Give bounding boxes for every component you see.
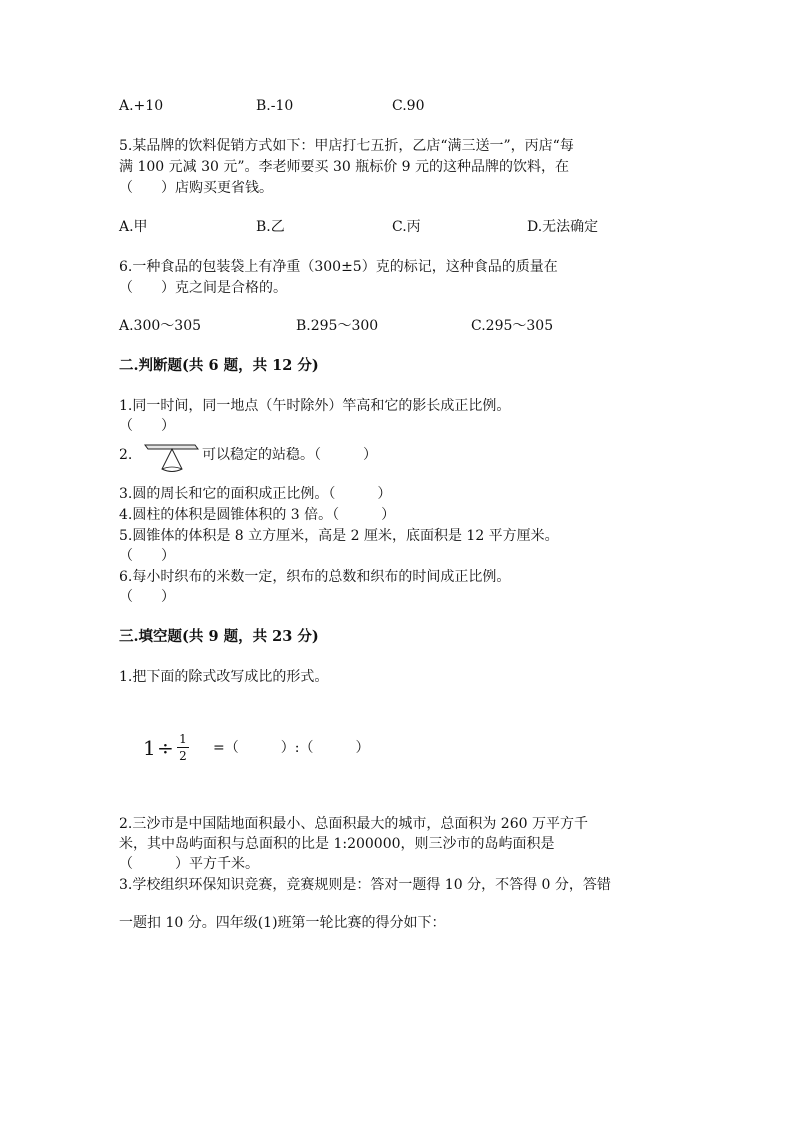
judge1-line1: 1.同一时间，同一地点（午时除外）竿高和它的影长成正比例。 [119, 398, 511, 414]
fill2-line1: 2.三沙市是中国陆地面积最小、总面积最大的城市，总面积为 260 万平方千 [119, 816, 588, 832]
q5-option-a: A.甲 [119, 219, 148, 235]
formula-divide-sign: ÷ [157, 736, 174, 760]
fraction-bar [177, 747, 189, 748]
judge2-number: 2. [119, 447, 133, 463]
q5-text-line3: （ ）店购买更省钱。 [119, 180, 273, 196]
q5-option-c: C.丙 [392, 219, 421, 235]
fraction-numerator: 1 [179, 732, 187, 746]
fill1-text: 1.把下面的除式改写成比的形式。 [119, 669, 329, 685]
q5-text-line2: 满 100 元减 30 元”。李老师要买 30 瓶标价 9 元的这种品牌的饮料，在 [119, 159, 570, 175]
judge6-line2: （ ） [119, 589, 175, 605]
q6-text-line2: （ ）克之间是合格的。 [119, 280, 287, 296]
q4-option-a: A.+10 [119, 98, 164, 114]
formula-fraction [177, 732, 189, 763]
q6-option-c: C.295～305 [471, 318, 554, 334]
formula-dividend: 1 [143, 736, 156, 760]
fill2-line3: （ ）平方千米。 [119, 856, 259, 872]
judge3: 3.圆的周长和它的面积成正比例。（ ） [119, 486, 392, 502]
judge6-line1: 6.每小时织布的米数一定，织布的总数和织布的时间成正比例。 [119, 569, 511, 585]
q4-option-b: B.-10 [256, 98, 294, 114]
q5-text-line1: 5.某品牌的饮料促销方式如下：甲店打七五折，乙店“满三送一”，丙店“每 [119, 138, 574, 154]
q5-option-b: B.乙 [256, 219, 285, 235]
fill2-line2: 米，其中岛屿面积与总面积的比是 1:200000，则三沙市的岛屿面积是 [119, 836, 555, 852]
formula-ratio-blanks: =（ ）:（ ） [213, 740, 370, 756]
q6-option-b: B.295～300 [296, 318, 379, 334]
board-on-cone-figure [143, 441, 199, 475]
judge4: 4.圆柱的体积是圆锥体积的 3 倍。（ ） [119, 507, 396, 523]
judge5-line1: 5.圆锥体的体积是 8 立方厘米，高是 2 厘米，底面积是 12 平方厘米。 [119, 528, 559, 544]
q6-text-line1: 6.一种食品的包装袋上有净重（300±5）克的标记，这种食品的质量在 [119, 259, 558, 275]
section2-heading: 二.判断题(共 6 题，共 12 分) [119, 357, 319, 374]
fill3-line2: 一题扣 10 分。四年级(1)班第一轮比赛的得分如下： [119, 915, 446, 931]
judge5-line2: （ ） [119, 548, 175, 564]
q5-option-d: D.无法确定 [527, 219, 599, 235]
section3-heading: 三.填空题(共 9 题，共 23 分) [119, 628, 319, 645]
q4-option-c: C.90 [392, 98, 425, 114]
judge1-line2: （ ） [119, 418, 175, 434]
judge2-text: 可以稳定的站稳。（ ） [202, 447, 377, 463]
fill3-line1: 3.学校组织环保知识竞赛，竞赛规则是：答对一题得 10 分，不答得 0 分，答错 [119, 877, 611, 893]
q6-option-a: A.300～305 [119, 318, 202, 334]
fraction-denominator: 2 [179, 749, 187, 763]
